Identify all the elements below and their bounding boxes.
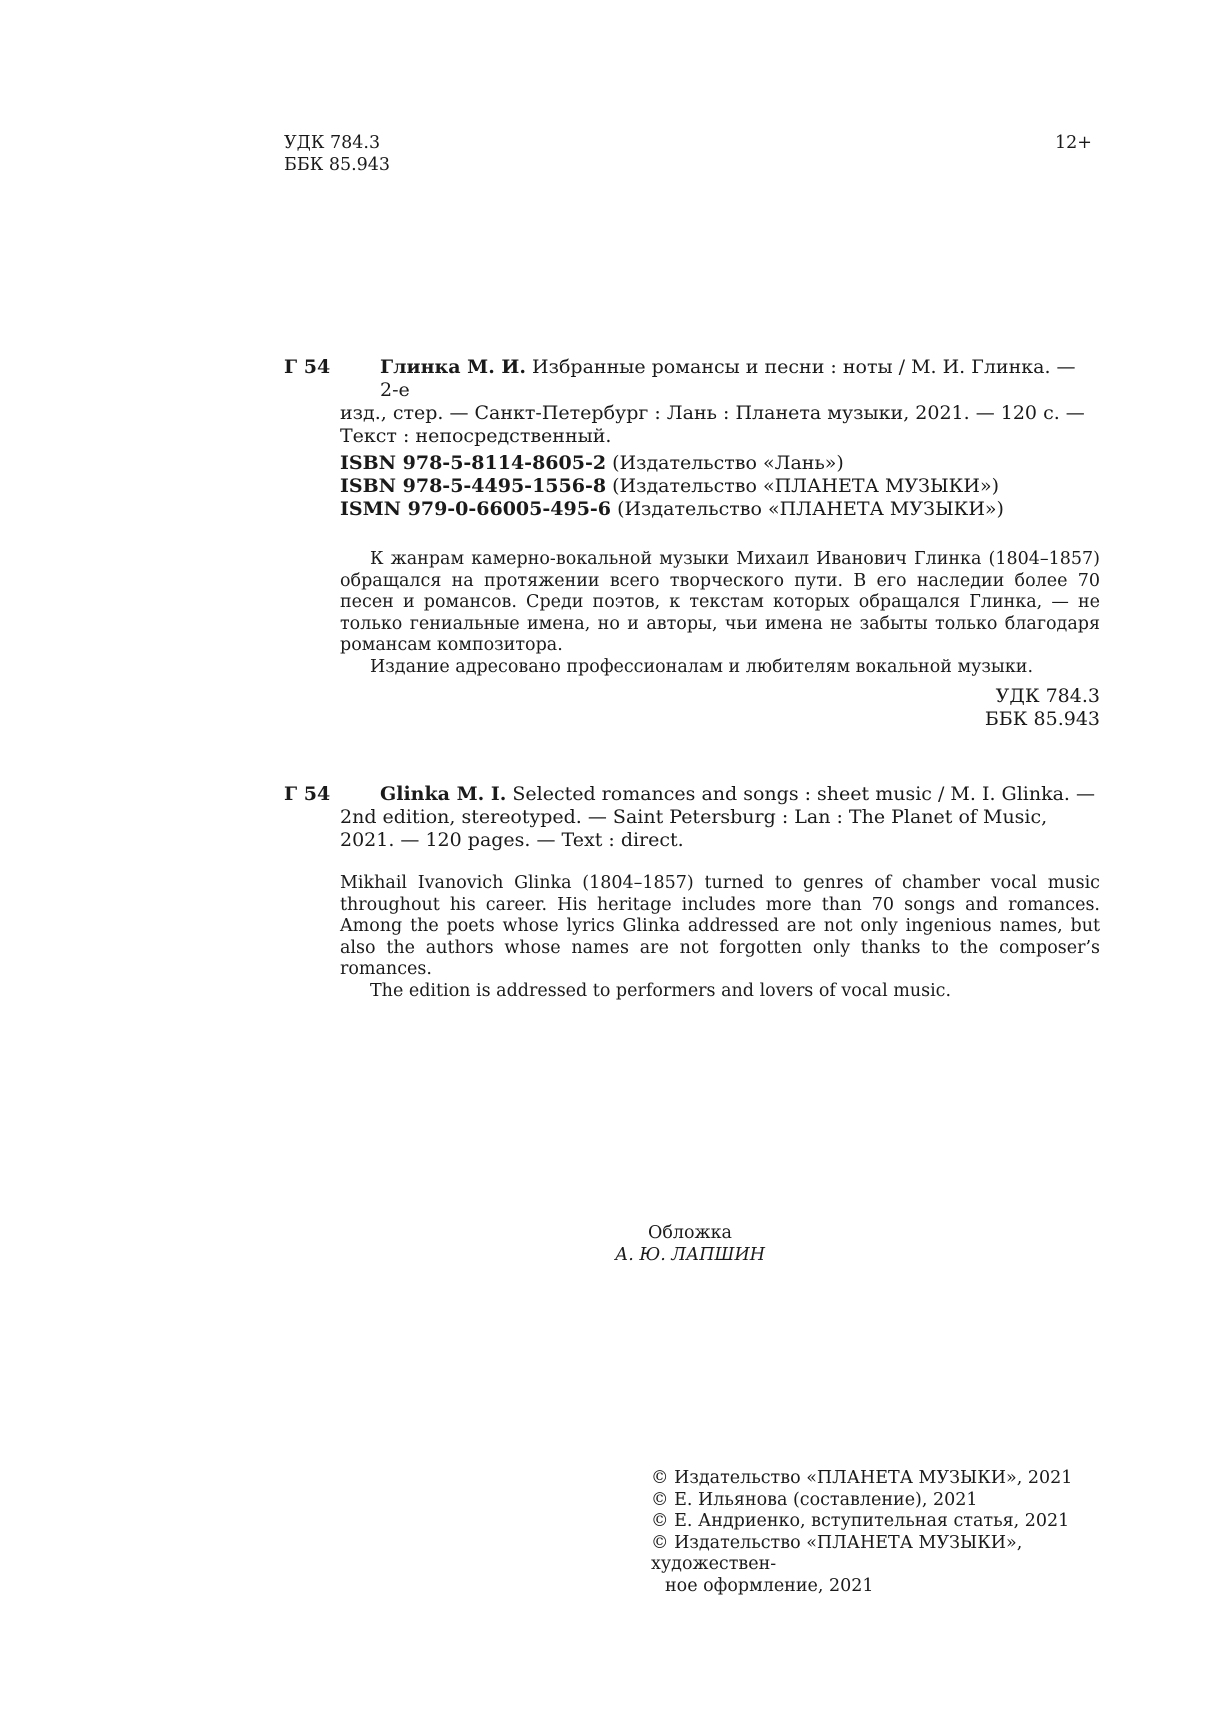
cover-designer: А. Ю. ЛАПШИН: [615, 1244, 765, 1265]
en-annotation-p1: Mikhail Ivanovich Glinka (1804–1857) turned to genres of chamber vocal music throughout his career. His heritage includes more than 70 songs and romances. Among the poets whose lyrics Glinka addressed are not only ingenious names, but also the authors whose names are not forgotten only thanks to the composer’s romances.: [340, 873, 1100, 979]
en-annotation: [340, 873, 1100, 1002]
isbn-line: ISBN 978-5-4495-1556-8 (Издательство «ПЛАНЕТА МУЗЫКИ»): [340, 475, 999, 497]
ru-record-line2: изд., стер. — Санкт-Петербург : Лань : Планета музыки, 2021. — 120 с. —: [340, 402, 1085, 424]
age-rating: 12+: [1055, 133, 1092, 153]
en-record-line3: 2021. — 120 pages. — Text : direct.: [340, 829, 684, 851]
ru-record-line3: Текст : непосредственный.: [340, 425, 612, 447]
copyright-block: [651, 1468, 1111, 1597]
copyright-line: © Издательство «ПЛАНЕТА МУЗЫКИ», художествен-: [651, 1532, 1023, 1574]
ru-annotation-p1: К жанрам камерно-вокальной музыки Михаил Иванович Глинка (1804–1857) обращался на протяжении всего творческого пути. В его наследии более 70 песен и романсов. Среди поэтов, к текстам которых обращался Глинка, — не только гениальные имена, но и авторы, чьи имена не забыты только благодаря романсам композитора.: [340, 549, 1100, 655]
en-record-line2: 2nd edition, stereotyped. — Saint Petersburg : Lan : The Planet of Music,: [340, 806, 1048, 828]
header-bbk: ББК 85.943: [284, 154, 391, 175]
ru-annotation: [340, 549, 1100, 678]
en-annotation-p2: The edition is addressed to performers and lovers of vocal music.: [370, 980, 952, 1001]
ru-record-classification: [880, 685, 1100, 731]
en-record-code: Г 54: [284, 783, 331, 805]
copyright-line: © Е. Ильянова (составление), 2021: [651, 1489, 978, 1510]
ismn-line: ISMN 979-0-66005-495-6 (Издательство «ПЛАНЕТА МУЗЫКИ»): [340, 498, 1004, 520]
en-record-author: Glinka M. I.: [380, 783, 507, 805]
ru-record-code: Г 54: [284, 356, 331, 378]
ru-record-description: [340, 356, 1100, 448]
copyright-line: ное оформление, 2021: [665, 1575, 874, 1596]
cover-credit: [540, 1223, 840, 1266]
isbn-list: [340, 452, 1100, 521]
ru-udk: УДК 784.3: [995, 685, 1100, 707]
ru-annotation-p2: Издание адресовано профессионалам и любителям вокальной музыки.: [370, 656, 1034, 677]
copyright-line: © Е. Андриенко, вступительная статья, 2021: [651, 1511, 1070, 1531]
header-udk: УДК 784.3: [284, 133, 381, 153]
copyright-line: © Издательство «ПЛАНЕТА МУЗЫКИ», 2021: [651, 1468, 1073, 1488]
isbn-line: ISBN 978-5-8114-8605-2 (Издательство «Лань»): [340, 452, 844, 474]
ru-record-line1: Глинка М. И. Избранные романсы и песни : ноты / М. И. Глинка. — 2-е: [380, 356, 1076, 401]
ru-bbk: ББК 85.943: [984, 708, 1100, 730]
en-record-line1: Glinka M. I. Selected romances and songs : sheet music / M. I. Glinka. —: [380, 783, 1096, 805]
en-record-description: [340, 783, 1100, 852]
header-classification: [284, 133, 390, 176]
ru-record-author: Глинка М. И.: [380, 356, 526, 378]
cover-label: Обложка: [647, 1223, 732, 1243]
